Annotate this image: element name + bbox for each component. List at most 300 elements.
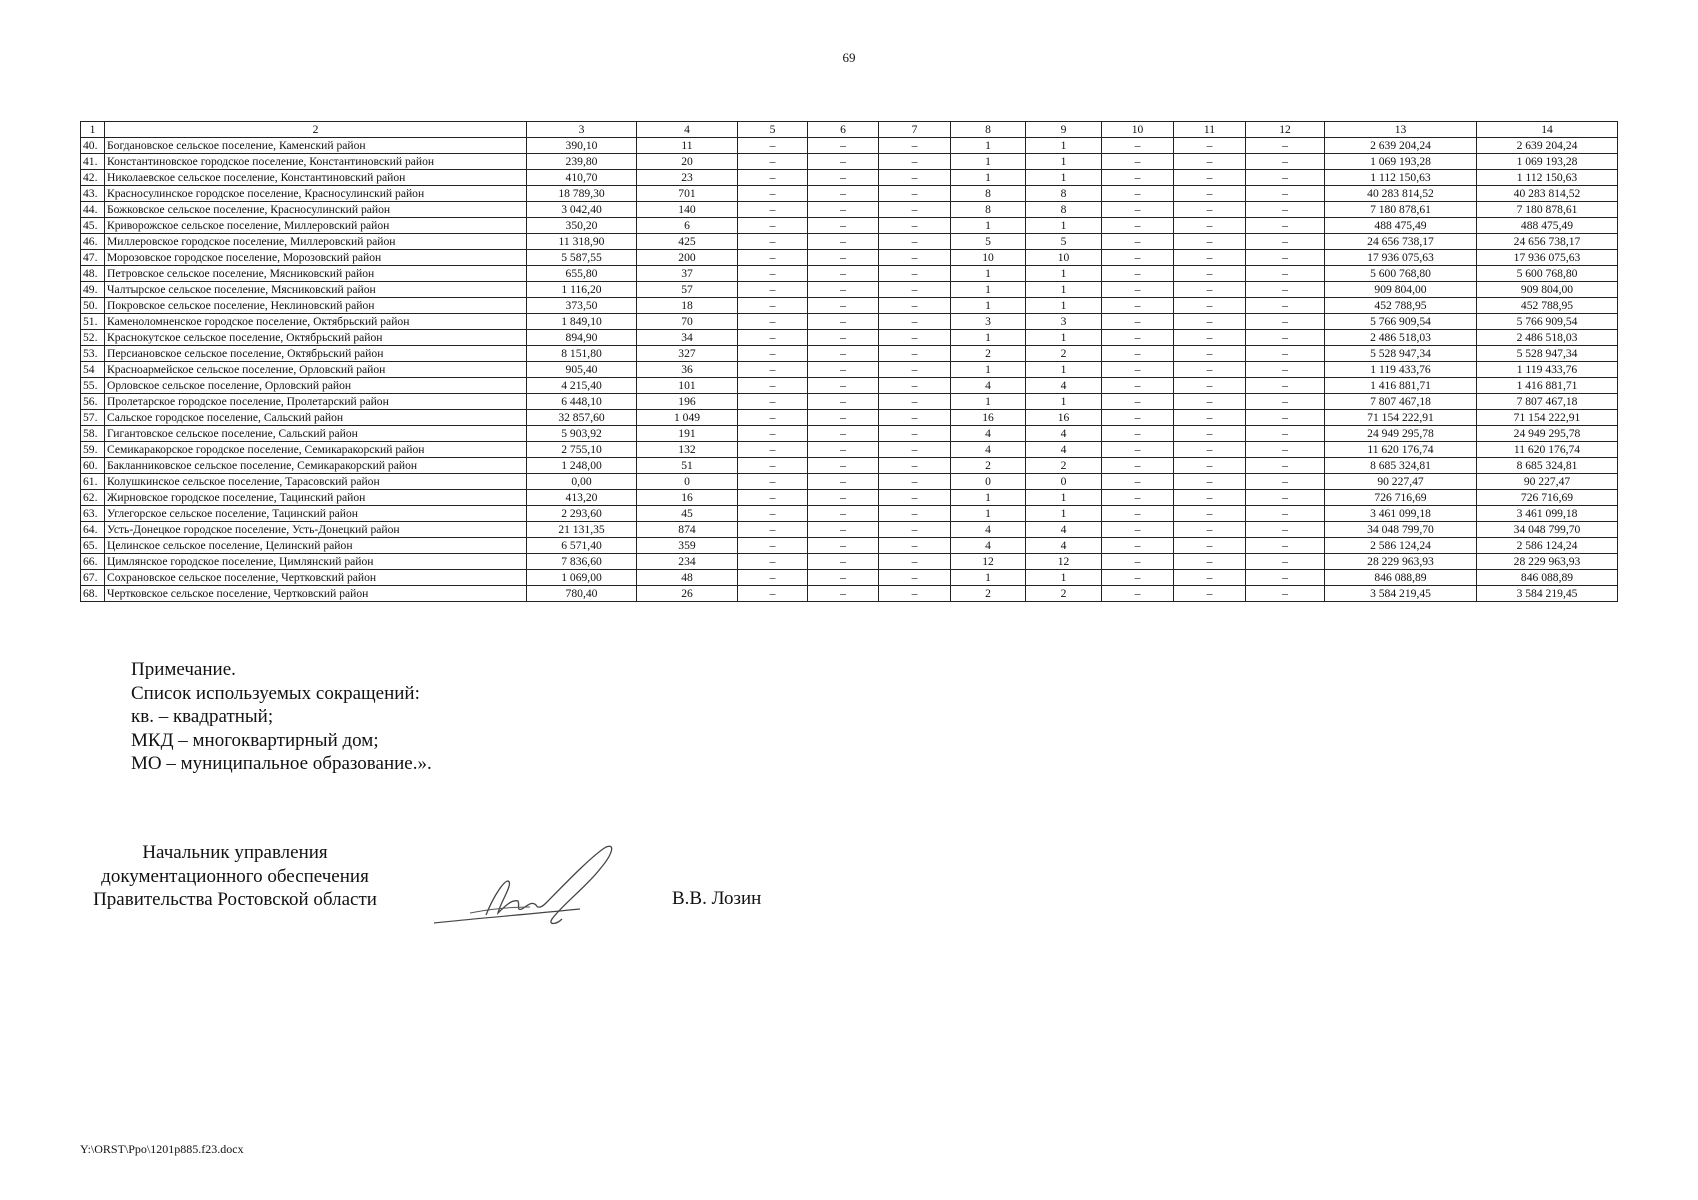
municipality-cell: Цимлянское городское поселение, Цимлянский район: [105, 554, 527, 570]
table-cell: –: [808, 314, 879, 330]
municipality-cell: Красносулинское городское поселение, Красносулинский район: [105, 186, 527, 202]
table-row: [81, 410, 1618, 426]
municipality-cell: Криворожское сельское поселение, Миллеровский район: [105, 218, 527, 234]
row-number-cell: 49.: [81, 282, 105, 298]
municipality-cell: Колушкинское сельское поселение, Тарасовский район: [105, 474, 527, 490]
table-cell: –: [879, 426, 951, 442]
table-cell: 8 151,80: [527, 346, 637, 362]
table-row: [81, 234, 1618, 250]
table-cell: –: [879, 282, 951, 298]
table-cell: 24 656 738,17: [1325, 234, 1477, 250]
table-cell: 4 215,40: [527, 378, 637, 394]
table-cell: –: [1102, 490, 1174, 506]
table-cell: –: [1246, 202, 1325, 218]
table-cell: 4: [1026, 442, 1102, 458]
municipality-cell: Пролетарское городское поселение, Пролетарский район: [105, 394, 527, 410]
table-cell: 5 766 909,54: [1325, 314, 1477, 330]
table-cell: 0: [951, 474, 1026, 490]
table-cell: 1 069 193,28: [1325, 154, 1477, 170]
table-cell: 10: [951, 250, 1026, 266]
municipality-cell: Красноармейское сельское поселение, Орловский район: [105, 362, 527, 378]
table-cell: 1: [1026, 266, 1102, 282]
row-number-cell: 47.: [81, 250, 105, 266]
table-cell: 1: [1026, 154, 1102, 170]
table-cell: –: [879, 234, 951, 250]
table-cell: 2 293,60: [527, 506, 637, 522]
table-cell: 5: [951, 234, 1026, 250]
table-cell: –: [1174, 586, 1246, 602]
municipality-cell: Чертковское сельское поселение, Чертковский район: [105, 586, 527, 602]
table-cell: –: [738, 426, 808, 442]
table-cell: –: [1174, 138, 1246, 154]
table-cell: –: [808, 250, 879, 266]
table-cell: –: [808, 154, 879, 170]
table-cell: 3: [951, 314, 1026, 330]
table-cell: –: [1174, 154, 1246, 170]
row-number-cell: 63.: [81, 506, 105, 522]
table-cell: –: [1102, 346, 1174, 362]
row-number-cell: 60.: [81, 458, 105, 474]
table-cell: –: [1102, 538, 1174, 554]
table-cell: –: [1174, 170, 1246, 186]
table-cell: 4: [1026, 378, 1102, 394]
row-number-cell: 41.: [81, 154, 105, 170]
table-cell: 1: [1026, 362, 1102, 378]
table-cell: –: [879, 202, 951, 218]
table-cell: 1: [1026, 218, 1102, 234]
table-cell: 5 587,55: [527, 250, 637, 266]
row-number-cell: 66.: [81, 554, 105, 570]
table-row: [81, 346, 1618, 362]
table-cell: 196: [637, 394, 738, 410]
column-header: 12: [1246, 122, 1325, 138]
table-cell: –: [879, 266, 951, 282]
table-cell: –: [1174, 378, 1246, 394]
table-cell: 413,20: [527, 490, 637, 506]
table-cell: 1: [951, 138, 1026, 154]
table-cell: 90 227,47: [1477, 474, 1618, 490]
table-cell: 1: [1026, 506, 1102, 522]
table-cell: –: [879, 538, 951, 554]
table-cell: 4: [951, 442, 1026, 458]
table-cell: –: [879, 170, 951, 186]
table-cell: –: [738, 442, 808, 458]
table-cell: –: [879, 218, 951, 234]
table-cell: –: [808, 506, 879, 522]
table-cell: 3 584 219,45: [1325, 586, 1477, 602]
table-cell: 488 475,49: [1477, 218, 1618, 234]
table-cell: –: [738, 266, 808, 282]
row-number-cell: 50.: [81, 298, 105, 314]
table-cell: –: [1174, 314, 1246, 330]
table-cell: 846 088,89: [1325, 570, 1477, 586]
table-row: [81, 490, 1618, 506]
table-cell: –: [1174, 554, 1246, 570]
table-cell: –: [1174, 202, 1246, 218]
table-cell: –: [1246, 554, 1325, 570]
table-cell: –: [808, 426, 879, 442]
row-number-cell: 61.: [81, 474, 105, 490]
table-cell: –: [738, 410, 808, 426]
table-row: [81, 314, 1618, 330]
table-cell: –: [1174, 186, 1246, 202]
table-cell: –: [879, 506, 951, 522]
table-cell: –: [879, 154, 951, 170]
table-cell: 8: [951, 202, 1026, 218]
column-header: 5: [738, 122, 808, 138]
row-number-cell: 64.: [81, 522, 105, 538]
table-cell: 3 042,40: [527, 202, 637, 218]
table-row: [81, 554, 1618, 570]
table-cell: –: [879, 346, 951, 362]
table-cell: –: [738, 298, 808, 314]
table-cell: 7 180 878,61: [1477, 202, 1618, 218]
table-cell: –: [1174, 506, 1246, 522]
table-cell: –: [808, 570, 879, 586]
table-cell: –: [1246, 282, 1325, 298]
table-cell: –: [879, 490, 951, 506]
table-cell: –: [808, 458, 879, 474]
table-cell: –: [1246, 138, 1325, 154]
column-header: 11: [1174, 122, 1246, 138]
table-cell: 1: [951, 490, 1026, 506]
table-cell: –: [1246, 378, 1325, 394]
table-cell: –: [1102, 266, 1174, 282]
table-cell: 2: [1026, 458, 1102, 474]
table-cell: –: [1246, 410, 1325, 426]
table-cell: 8: [1026, 186, 1102, 202]
table-cell: –: [1174, 362, 1246, 378]
table-cell: 0: [1026, 474, 1102, 490]
table-cell: –: [1102, 282, 1174, 298]
table-cell: 2: [1026, 346, 1102, 362]
table-cell: –: [879, 474, 951, 490]
table-row: [81, 538, 1618, 554]
note-abbreviation-mo: МО – муниципальное образование.».: [131, 753, 432, 774]
table-cell: 8 685 324,81: [1477, 458, 1618, 474]
table-cell: –: [738, 186, 808, 202]
table-cell: –: [808, 442, 879, 458]
table-cell: –: [1246, 474, 1325, 490]
table-cell: 909 804,00: [1477, 282, 1618, 298]
table-row: [81, 218, 1618, 234]
table-cell: –: [738, 170, 808, 186]
table-cell: 51: [637, 458, 738, 474]
column-header: 7: [879, 122, 951, 138]
table-cell: –: [1174, 442, 1246, 458]
table-cell: 28 229 963,93: [1477, 554, 1618, 570]
table-cell: –: [738, 250, 808, 266]
municipality-cell: Сохрановское сельское поселение, Чертковский район: [105, 570, 527, 586]
table-cell: 36: [637, 362, 738, 378]
column-header: 9: [1026, 122, 1102, 138]
table-cell: –: [738, 554, 808, 570]
table-row: [81, 474, 1618, 490]
table-cell: 7 836,60: [527, 554, 637, 570]
row-number-cell: 56.: [81, 394, 105, 410]
row-number-cell: 55.: [81, 378, 105, 394]
table-cell: 3 461 099,18: [1325, 506, 1477, 522]
table-cell: 726 716,69: [1325, 490, 1477, 506]
table-cell: –: [808, 522, 879, 538]
column-header: 3: [527, 122, 637, 138]
table-cell: –: [808, 234, 879, 250]
table-cell: 1: [1026, 490, 1102, 506]
table-cell: –: [808, 218, 879, 234]
table-cell: 6 448,10: [527, 394, 637, 410]
municipality-cell: Петровское сельское поселение, Мясниковский район: [105, 266, 527, 282]
table-cell: –: [879, 138, 951, 154]
table-cell: –: [879, 394, 951, 410]
table-cell: –: [738, 538, 808, 554]
row-number-cell: 54: [81, 362, 105, 378]
table-cell: 191: [637, 426, 738, 442]
table-cell: 11: [637, 138, 738, 154]
table-cell: –: [1102, 394, 1174, 410]
signatory-position-line: Начальник управления: [142, 842, 328, 863]
municipality-cell: Целинское сельское поселение, Целинский район: [105, 538, 527, 554]
table-cell: –: [808, 346, 879, 362]
municipality-cell: Каменоломненское городское поселение, Октябрьский район: [105, 314, 527, 330]
table-cell: –: [879, 186, 951, 202]
table-cell: 21 131,35: [527, 522, 637, 538]
table-cell: –: [1246, 170, 1325, 186]
table-cell: 132: [637, 442, 738, 458]
table-cell: 71 154 222,91: [1325, 410, 1477, 426]
table-cell: 37: [637, 266, 738, 282]
row-number-cell: 44.: [81, 202, 105, 218]
table-cell: 10: [1026, 250, 1102, 266]
table-cell: 32 857,60: [527, 410, 637, 426]
table-cell: –: [808, 170, 879, 186]
table-row: [81, 138, 1618, 154]
table-cell: 846 088,89: [1477, 570, 1618, 586]
table-cell: –: [808, 538, 879, 554]
table-cell: 350,20: [527, 218, 637, 234]
table-row: [81, 298, 1618, 314]
table-cell: –: [879, 522, 951, 538]
table-row: [81, 202, 1618, 218]
table-cell: –: [1174, 490, 1246, 506]
table-cell: –: [1246, 570, 1325, 586]
row-number-cell: 46.: [81, 234, 105, 250]
table-cell: 4: [951, 538, 1026, 554]
table-cell: 23: [637, 170, 738, 186]
table-cell: 5 528 947,34: [1325, 346, 1477, 362]
table-cell: 2 586 124,24: [1477, 538, 1618, 554]
municipality-cell: Чалтырское сельское поселение, Мясниковский район: [105, 282, 527, 298]
table-row: [81, 378, 1618, 394]
table-cell: 2: [951, 346, 1026, 362]
table-cell: –: [1102, 554, 1174, 570]
table-row: [81, 586, 1618, 602]
table-cell: 327: [637, 346, 738, 362]
table-cell: 894,90: [527, 330, 637, 346]
table-cell: 425: [637, 234, 738, 250]
table-cell: –: [1174, 250, 1246, 266]
table-cell: 239,80: [527, 154, 637, 170]
table-cell: 3: [1026, 314, 1102, 330]
table-cell: 24 949 295,78: [1477, 426, 1618, 442]
table-cell: 70: [637, 314, 738, 330]
table-cell: –: [738, 570, 808, 586]
table-cell: –: [1174, 538, 1246, 554]
table-cell: 1 248,00: [527, 458, 637, 474]
signatory-position: [80, 841, 390, 912]
table-cell: –: [1102, 586, 1174, 602]
table-cell: –: [808, 490, 879, 506]
table-cell: –: [1174, 458, 1246, 474]
table-cell: 8: [1026, 202, 1102, 218]
municipality-cell: Морозовское городское поселение, Морозовский район: [105, 250, 527, 266]
table-cell: 780,40: [527, 586, 637, 602]
table-cell: –: [738, 522, 808, 538]
table-cell: 34: [637, 330, 738, 346]
table-cell: –: [879, 442, 951, 458]
table-cell: –: [1174, 298, 1246, 314]
municipality-cell: Покровское сельское поселение, Неклиновский район: [105, 298, 527, 314]
table-cell: 4: [951, 522, 1026, 538]
table-cell: –: [1246, 154, 1325, 170]
row-number-cell: 62.: [81, 490, 105, 506]
table-cell: –: [738, 506, 808, 522]
table-row: [81, 154, 1618, 170]
municipality-cell: Гигантовское сельское поселение, Сальский район: [105, 426, 527, 442]
table-cell: 57: [637, 282, 738, 298]
table-cell: –: [1246, 362, 1325, 378]
table-cell: –: [879, 330, 951, 346]
table-cell: –: [1246, 314, 1325, 330]
column-header: 8: [951, 122, 1026, 138]
table-cell: 40 283 814,52: [1325, 186, 1477, 202]
table-cell: 1: [951, 570, 1026, 586]
table-cell: 1: [1026, 570, 1102, 586]
table-cell: –: [1246, 186, 1325, 202]
table-cell: 1: [1026, 282, 1102, 298]
table-cell: –: [1102, 330, 1174, 346]
table-cell: –: [808, 282, 879, 298]
table-cell: 1: [1026, 170, 1102, 186]
table-cell: –: [738, 458, 808, 474]
table-cell: –: [1102, 522, 1174, 538]
table-cell: –: [1246, 250, 1325, 266]
table-cell: 2 755,10: [527, 442, 637, 458]
table-cell: –: [738, 394, 808, 410]
table-cell: 1 069 193,28: [1477, 154, 1618, 170]
table-cell: 16: [637, 490, 738, 506]
table-cell: –: [1102, 186, 1174, 202]
municipality-cell: Богдановское сельское поселение, Каменский район: [105, 138, 527, 154]
municipality-cell: Персиановское сельское поселение, Октябрьский район: [105, 346, 527, 362]
table-cell: 2 639 204,24: [1477, 138, 1618, 154]
table-cell: 12: [951, 554, 1026, 570]
row-number-cell: 67.: [81, 570, 105, 586]
table-cell: 1 416 881,71: [1477, 378, 1618, 394]
table-cell: –: [879, 250, 951, 266]
table-cell: 7 180 878,61: [1325, 202, 1477, 218]
table-cell: 726 716,69: [1477, 490, 1618, 506]
column-header: 4: [637, 122, 738, 138]
table-cell: 0: [637, 474, 738, 490]
table-cell: –: [1102, 170, 1174, 186]
table-cell: 6: [637, 218, 738, 234]
table-cell: 16: [951, 410, 1026, 426]
table-cell: 2 639 204,24: [1325, 138, 1477, 154]
table-cell: 5 600 768,80: [1477, 266, 1618, 282]
table-cell: 17 936 075,63: [1477, 250, 1618, 266]
municipality-cell: Миллеровское городское поселение, Миллеровский район: [105, 234, 527, 250]
table-cell: 1 119 433,76: [1477, 362, 1618, 378]
table-cell: –: [738, 330, 808, 346]
table-cell: –: [1246, 490, 1325, 506]
table-cell: –: [1102, 298, 1174, 314]
table-cell: 6 571,40: [527, 538, 637, 554]
table-cell: 410,70: [527, 170, 637, 186]
row-number-cell: 65.: [81, 538, 105, 554]
table-cell: –: [1174, 234, 1246, 250]
table-cell: –: [1246, 394, 1325, 410]
table-cell: 0,00: [527, 474, 637, 490]
table-cell: –: [1102, 138, 1174, 154]
table-cell: 390,10: [527, 138, 637, 154]
municipality-cell: Усть-Донецкое городское поселение, Усть-Донецкий район: [105, 522, 527, 538]
table-cell: 4: [951, 426, 1026, 442]
table-cell: 3 584 219,45: [1477, 586, 1618, 602]
table-cell: –: [1102, 362, 1174, 378]
table-cell: 140: [637, 202, 738, 218]
table-cell: 90 227,47: [1325, 474, 1477, 490]
row-number-cell: 40.: [81, 138, 105, 154]
table-cell: 8 685 324,81: [1325, 458, 1477, 474]
table-cell: 1: [1026, 298, 1102, 314]
table-cell: 5 903,92: [527, 426, 637, 442]
signatory-position-line: Правительства Ростовской области: [93, 889, 377, 910]
table-cell: 905,40: [527, 362, 637, 378]
table-cell: –: [808, 554, 879, 570]
table-cell: 655,80: [527, 266, 637, 282]
table-body: [81, 138, 1618, 602]
table-row: [81, 282, 1618, 298]
table-row: [81, 442, 1618, 458]
table-cell: 11 318,90: [527, 234, 637, 250]
table-cell: –: [1102, 154, 1174, 170]
municipality-cell: Николаевское сельское поселение, Константиновский район: [105, 170, 527, 186]
table-cell: 2: [951, 458, 1026, 474]
table-cell: –: [1102, 314, 1174, 330]
table-cell: 909 804,00: [1325, 282, 1477, 298]
column-header: 1: [81, 122, 105, 138]
table-cell: 5 528 947,34: [1477, 346, 1618, 362]
table-cell: –: [808, 266, 879, 282]
table-cell: –: [1246, 218, 1325, 234]
row-number-cell: 68.: [81, 586, 105, 602]
municipality-cell: Краснокутское сельское поселение, Октябрьский район: [105, 330, 527, 346]
table-cell: 1: [951, 298, 1026, 314]
table-cell: 488 475,49: [1325, 218, 1477, 234]
table-cell: –: [738, 346, 808, 362]
table-cell: –: [738, 474, 808, 490]
table-row: [81, 394, 1618, 410]
table-cell: –: [879, 362, 951, 378]
column-header: 2: [105, 122, 527, 138]
municipality-cell: Сальское городское поселение, Сальский район: [105, 410, 527, 426]
table-cell: –: [879, 410, 951, 426]
table-cell: 5 766 909,54: [1477, 314, 1618, 330]
table-cell: –: [808, 586, 879, 602]
table-cell: –: [1102, 218, 1174, 234]
table-cell: –: [1102, 506, 1174, 522]
table-cell: –: [879, 298, 951, 314]
